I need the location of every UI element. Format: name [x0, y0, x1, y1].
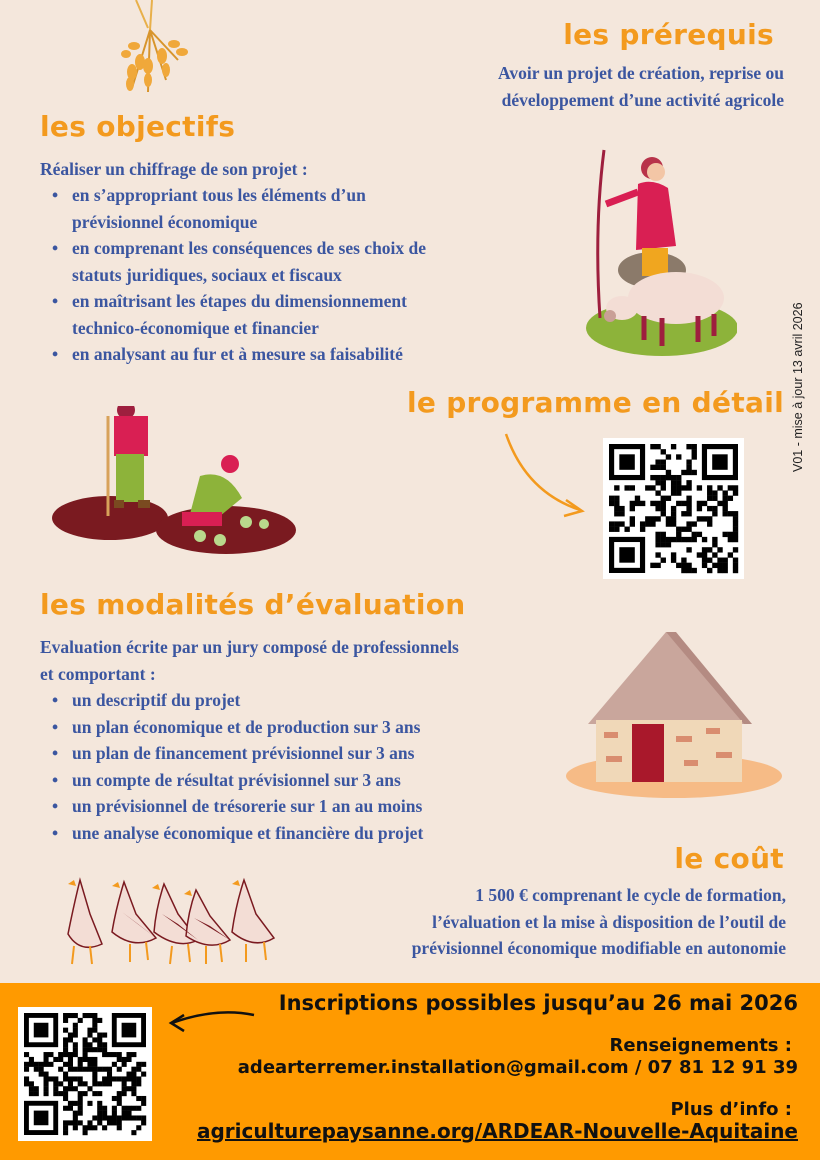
inscriptions-text: Inscriptions possibles jusqu’au 26 mai 2026 [278, 991, 798, 1015]
arrow-icon [500, 430, 590, 520]
cout-text: 1 500 € comprenant le cycle de formation, l’évaluation et la mise à disposition de l’outil de prévisionnel économique modifiable en autonomie [411, 885, 786, 958]
programme-qr-code[interactable] [603, 438, 744, 579]
website-link[interactable]: agriculturepaysanne.org/ARDEAR-Nouvelle-Aquitaine [196, 1119, 798, 1143]
prerequis-line-1: Avoir un projet de création, reprise ou [498, 63, 784, 83]
evaluation-item: • un prévisionnel de trésorerie sur 1 an au moins [72, 793, 592, 820]
prerequis-text [364, 60, 784, 113]
evaluation-item: • un plan économique et de production sur 3 ans [72, 714, 592, 741]
version-note: V01 - mise à jour 13 avril 2026 [791, 302, 805, 472]
prerequis-heading: les prérequis [563, 18, 774, 51]
objectifs-intro: Réaliser un chiffrage de son projet : [40, 159, 308, 179]
evaluation-list [40, 687, 592, 846]
renseignements-label: Renseignements : [609, 1035, 792, 1056]
evaluation-item: • un compte de résultat prévisionnel sur 3 ans [72, 767, 592, 794]
shepherd-sheep-illustration [572, 148, 737, 358]
objectif-item: • en s’appropriant tous les éléments d’un prévisionnel économique [72, 182, 592, 235]
evaluation-heading: les modalités d’évaluation [40, 588, 466, 621]
registration-qr-code[interactable] [18, 1007, 152, 1141]
objectifs-heading: les objectifs [40, 110, 236, 143]
objectif-item: • en comprenant les conséquences de ses choix de statuts juridiques, sociaux et fiscaux [72, 235, 592, 288]
cout-heading: le coût [674, 842, 784, 875]
geese-illustration [60, 874, 285, 970]
prerequis-line-2: développement d’une activité agricole [501, 89, 784, 110]
evaluation-item: • une analyse économique et financière du projet [72, 820, 592, 847]
programme-heading: le programme en détail [406, 386, 784, 419]
objectifs-list [40, 182, 592, 368]
plus-info-label: Plus d’info : [670, 1099, 792, 1120]
wheat-illustration [118, 0, 190, 95]
footer-banner [0, 983, 820, 1160]
evaluation-item: • un plan de financement prévisionnel sur 3 ans [72, 740, 592, 767]
evaluation-item: • un descriptif du projet [72, 687, 592, 714]
left-arrow-icon [166, 1005, 256, 1035]
evaluation-intro: Evaluation écrite par un jury composé de professionnels et comportant : [40, 637, 459, 684]
objectif-item: • en analysant au fur et à mesure sa faisabilité [72, 341, 592, 368]
stone-hut-illustration [566, 628, 782, 798]
contact-text[interactable]: adearterremer.installation@gmail.com / 07 81 12 91 39 [237, 1057, 798, 1078]
gardeners-illustration [50, 406, 300, 556]
objectif-item: • en maîtrisant les étapes du dimensionnement technico-économique et financier [72, 288, 592, 341]
